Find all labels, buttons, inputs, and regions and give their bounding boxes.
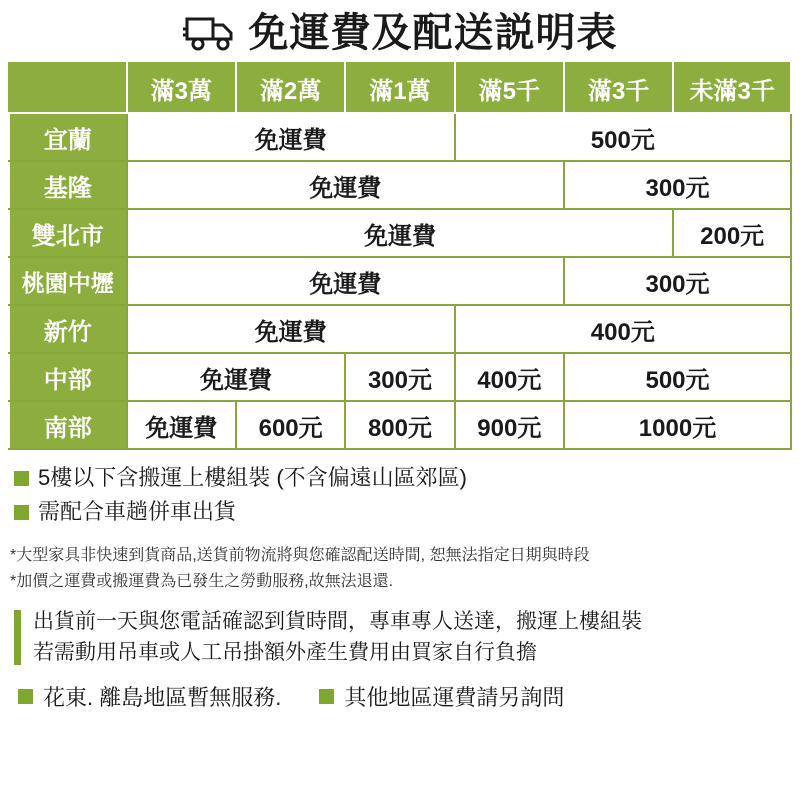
table-col-header-2: 滿2萬: [236, 63, 345, 113]
fee-cell: 200元: [673, 209, 791, 257]
table-col-header-5: 滿3千: [564, 63, 673, 113]
table-body: [9, 113, 791, 449]
highlight-line-1: 出貨前一天與您電話確認到貨時間，專車專人送達，搬運上樓組裝: [33, 610, 642, 634]
table-col-header-1: 滿3萬: [127, 63, 236, 113]
note-text: 需配合車趟併車出貨: [38, 499, 237, 525]
notes-list: [0, 450, 800, 524]
table-header-row: [9, 63, 791, 113]
row-header-region: 中部: [9, 353, 127, 401]
fee-cell: 1000元: [564, 401, 791, 449]
fine-print-line: *加價之運費或搬運費為已發生之勞動服務,故無法退還.: [10, 573, 394, 591]
fee-cell: 300元: [564, 257, 791, 305]
footer-notes: [0, 665, 800, 712]
note-text: 5樓以下含搬運上樓組裝 (不含偏遠山區郊區): [38, 465, 468, 490]
fee-cell: 免運費: [127, 353, 346, 401]
row-header-region: 桃園中壢: [9, 257, 127, 305]
highlight-bar: [14, 610, 21, 664]
table-row: [9, 305, 791, 353]
note-item: [14, 500, 786, 524]
fee-cell: 免運費: [127, 161, 564, 209]
footer-left-text: 花東. 離島地區暫無服務.: [43, 684, 282, 710]
table-row: [9, 353, 791, 401]
table-header: [9, 63, 791, 113]
fee-cell: 400元: [455, 353, 564, 401]
fine-print-line: *大型家具非快速到貨商品,送貨前物流將與您確認配送時間, 恕無法指定日期與時段: [10, 547, 590, 565]
row-header-region: 基隆: [9, 161, 127, 209]
table-col-header-4: 滿5千: [455, 63, 564, 113]
fee-table-container: [0, 62, 800, 450]
highlight-block: [0, 598, 800, 664]
page-title: [0, 0, 800, 62]
row-header-region: 宜蘭: [9, 113, 127, 161]
table-row: [9, 401, 791, 449]
fee-cell: 800元: [345, 401, 454, 449]
note-item: [14, 466, 786, 490]
fee-cell: 免運費: [127, 401, 236, 449]
row-header-region: 新竹: [9, 305, 127, 353]
fee-cell: 免運費: [127, 257, 564, 305]
fee-cell: 免運費: [127, 305, 455, 353]
table-col-header-6: 未滿3千: [673, 63, 791, 113]
square-bullet-icon: [14, 505, 29, 520]
fee-cell: 500元: [564, 353, 791, 401]
truck-icon: [183, 13, 239, 53]
highlight-lines: [33, 610, 642, 664]
row-header-region: 南部: [9, 401, 127, 449]
fee-cell: 免運費: [127, 209, 674, 257]
highlight-line-2: 若需動用吊車或人工吊掛額外產生費用由買家自行負擔: [33, 640, 537, 664]
table-col-header-3: 滿1萬: [345, 63, 454, 113]
fee-cell: 900元: [455, 401, 564, 449]
table-row: [9, 209, 791, 257]
fee-cell: 免運費: [127, 113, 455, 161]
table-corner-cell: [9, 63, 127, 113]
footer-right-text: 其他地區運費請另詢問: [344, 684, 565, 710]
fee-table: [8, 62, 792, 450]
fee-cell: 400元: [455, 305, 791, 353]
fee-cell: 500元: [455, 113, 791, 161]
table-row: [9, 113, 791, 161]
fee-cell: 300元: [345, 353, 454, 401]
fee-cell: 600元: [236, 401, 345, 449]
fee-cell: 300元: [564, 161, 791, 209]
fine-print: [0, 534, 800, 592]
square-bullet-icon: [319, 689, 334, 704]
square-bullet-icon: [14, 471, 29, 486]
table-row: [9, 257, 791, 305]
row-header-region: 雙北市: [9, 209, 127, 257]
table-row: [9, 161, 791, 209]
square-bullet-icon: [18, 689, 33, 704]
title-text: 免運費及配送説明表: [248, 11, 618, 55]
